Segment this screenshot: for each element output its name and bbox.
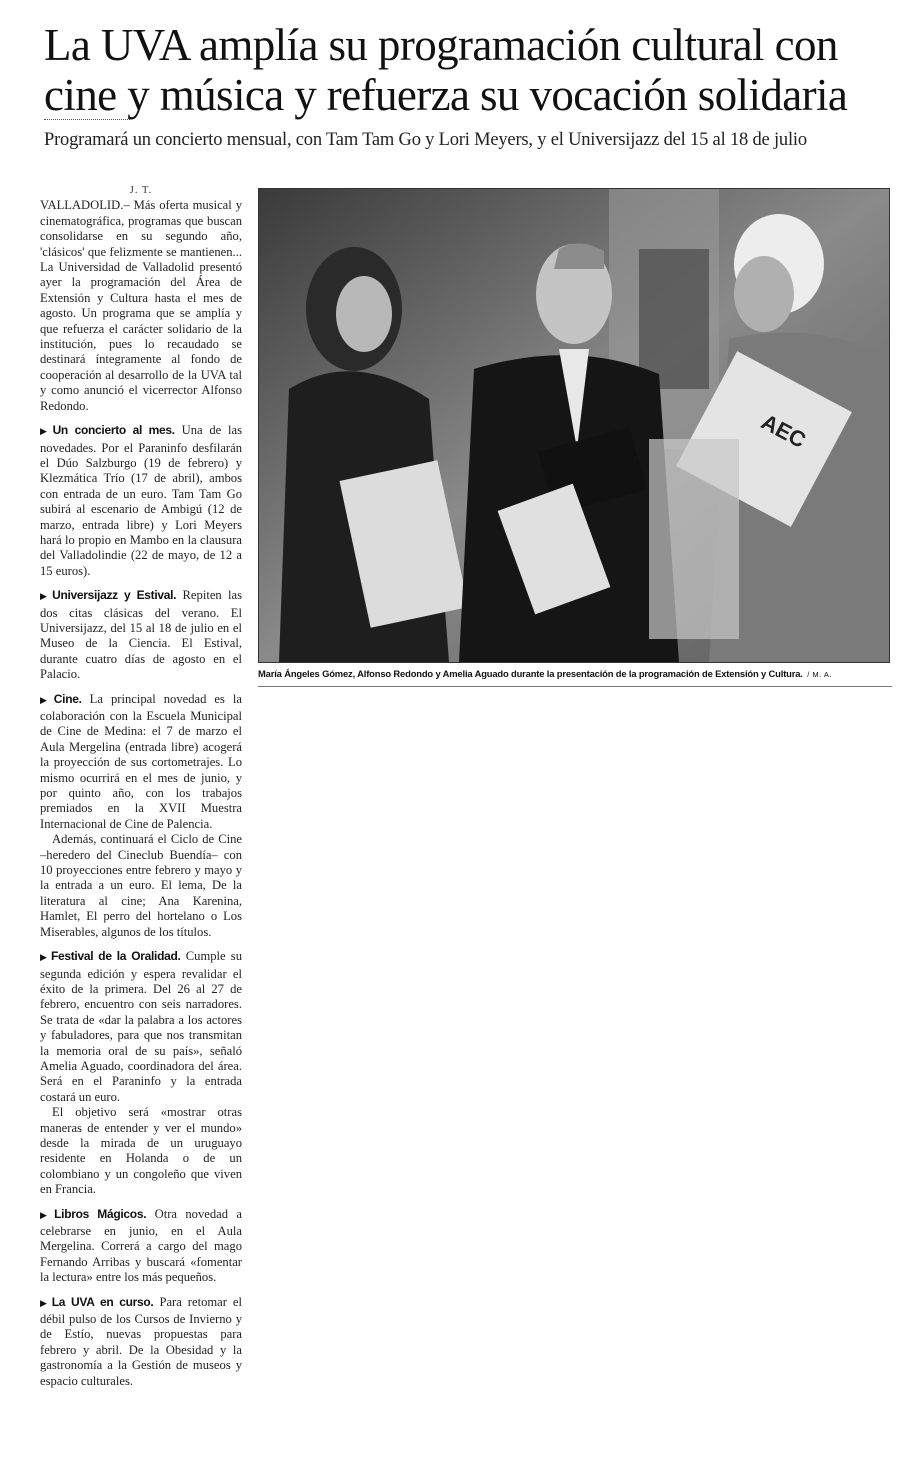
arrow-icon: ▶ (40, 1210, 53, 1221)
section-lead: Universijazz y Estival. (52, 588, 177, 603)
intro-paragraph: VALLADOLID.– Más oferta musical y cinematográfica, programas que buscan consolidarse en su segundo año, 'clásicos' que felizmente se mantienen... La Universidad de Valladolid presentó ayer la programación del Área de Extensión y Cultura hasta el mes de agosto. Un programa que se amplía y que refuerza el carácter solidario de la institución, pues lo recaudado se destinará íntegramente al fondo de cooperación al desarrollo de la UVA tal y como anunció el vicerrector Alfonso Redondo. (40, 198, 242, 413)
section-lead: Festival de la Oralidad. (50, 949, 181, 964)
caption-rule (258, 686, 892, 687)
subheadline: Programará un concierto mensual, con Tam Tam Go y Lori Meyers, y el Universijazz del 15 al 18 de julio (44, 130, 807, 150)
section-lead: La UVA en curso. (51, 1294, 154, 1309)
headline (44, 20, 894, 120)
section-libros (40, 1207, 242, 1286)
section-concierto (40, 423, 242, 579)
section-text: Repiten las dos citas clásicas del verano. El Universijazz, del 15 al 18 de julio en el Museo de la Ciencia. El Estival, durante cuatro días de agosto en el Palacio. (40, 588, 242, 682)
section-cine (40, 692, 242, 941)
section-text: Una de las novedades. Por el Paraninfo desfilarán el Dúo Salzburgo (19 de febrero) y Klezmática Trío (17 de abril), ambos con entrada de un euro. Tam Tam Go subirá al escenario de Ambigú (12 de marzo, entrada libre) y Lori Meyers hará lo propio en Mambo en la clausura del Valladolindie (22 de mayo, de 12 a 15 euros). (40, 423, 243, 578)
arrow-icon: ▶ (40, 592, 51, 603)
arrow-icon: ▶ (40, 953, 49, 964)
section-oralidad (40, 949, 242, 1198)
photo-illustration (259, 189, 889, 662)
byline: J. T. (129, 185, 153, 196)
section-lead: Libros Mágicos. (54, 1206, 147, 1221)
section-extra: Además, continuará el Ciclo de Cine –heredero del Cineclub Buendía– con 10 proyecciones entre febrero y mayo y la entrada a un euro. El lema, De la literatura al cine; Ana Karenina, Hamlet, El perro del hortelano o Los Miserables, algunos de los títulos. (40, 832, 242, 939)
arrow-icon: ▶ (40, 1298, 50, 1309)
section-uva-curso (40, 1295, 242, 1389)
press-photo (258, 188, 890, 663)
section-lead: Un concierto al mes. (52, 423, 175, 438)
section-universijazz (40, 588, 242, 682)
section-text: Para retomar el débil pulso de los Cursos de Invierno y de Estío, nuevas propuestas para febrero y abril. De la Obesidad y la gastronomía a la Gestión de museos y espacio culturales. (40, 1294, 243, 1388)
headline-line-2: cine y música y refuerza su vocación solidaria (44, 70, 848, 120)
subhead-rule (44, 119, 130, 120)
caption-text: María Ángeles Gómez, Alfonso Redondo y Amelia Aguado durante la presentación de la programación de Extensión y Cultura. (258, 668, 803, 679)
photo-credit: / M. A. (807, 670, 832, 679)
section-text: La principal novedad es la colaboración con la Escuela Municipal de Cine de Medina: el 7 de marzo el Aula Mergelina (entrada libre) acogerá la proyección de sus cortometrajes. Lo mismo ocurrirá en el mes de junio, y por quinto año, con los trabajos premiados en la XVII Muestra Internacional de Cine de Palencia. (40, 691, 242, 831)
section-text: Cumple su segunda edición y espera revalidar el éxito de la primera. Del 26 al 27 de febrero, encuentro con seis narradores. Se trata de «dar la palabra a los actores y fabuladores, para que nos transmitan la memoria oral de su país», señaló Amelia Aguado, coordinadora del área. Será en el Paraninfo y la entrada costará un euro. (40, 949, 243, 1104)
article-body (40, 183, 242, 1389)
brochure-text: AEC (757, 408, 810, 453)
photo-caption (258, 668, 894, 681)
arrow-icon: ▶ (40, 695, 52, 706)
section-text: Otra novedad a celebrarse en junio, en el Aula Mergelina. Correrá a cargo del mago Fernando Arribas y buscará «fomentar la lectura» entre los más pequeños. (40, 1206, 242, 1285)
headline-line-1: La UVA amplía su programación cultural con (44, 20, 838, 70)
section-lead: Cine. (53, 691, 82, 706)
section-extra: El objetivo será «mostrar otras maneras de entender y ver el mundo» desde la mirada de un uruguayo residente en Holanda o de un colombiano y un congoleño que viven en Francia. (40, 1105, 242, 1197)
arrow-icon: ▶ (40, 427, 51, 438)
